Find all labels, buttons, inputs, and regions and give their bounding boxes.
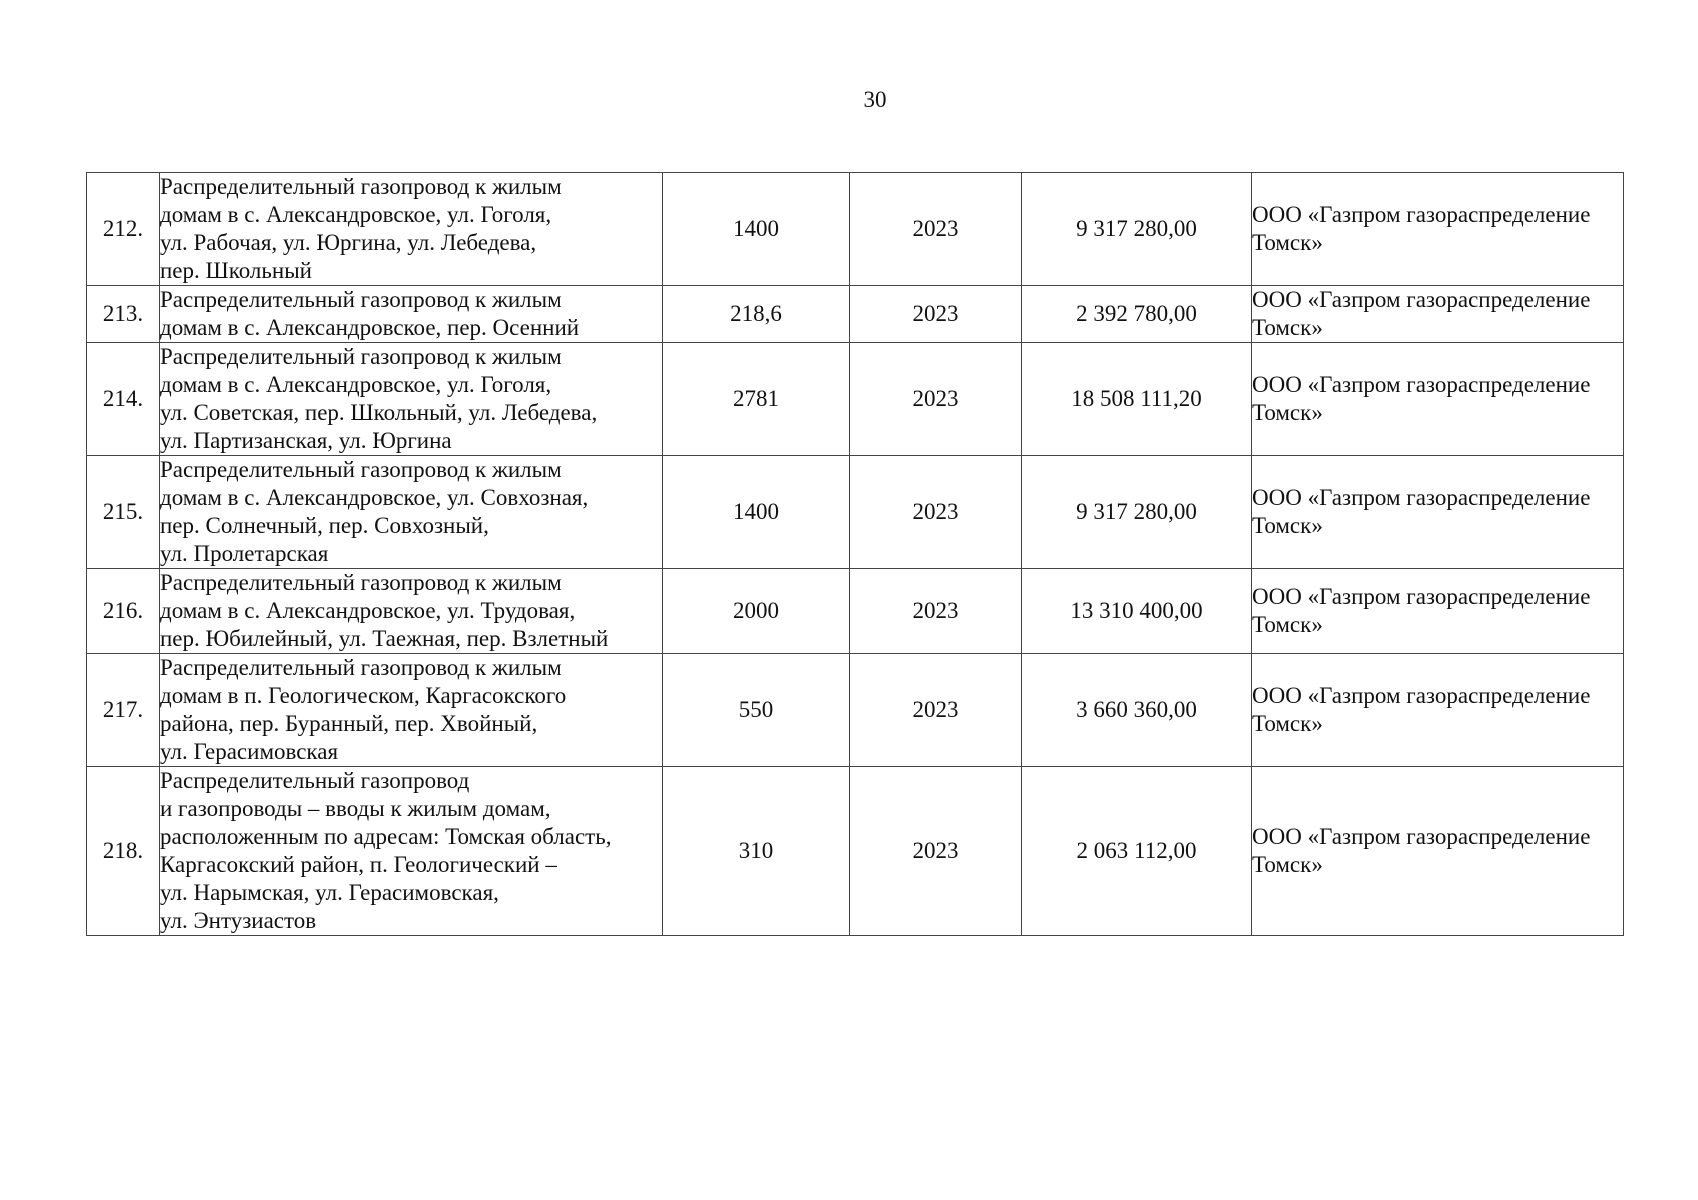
pipeline-length: 2000 <box>663 569 850 654</box>
object-name: Распределительный газопровод к жилым домам в с. Александровское, ул. Гоголя, ул. Рабочая, ул. Юргина, ул. Лебедева, пер. Школьный <box>160 173 663 286</box>
table-row <box>87 173 1624 286</box>
organization-name: ООО «Газпром газораспределение Томск» <box>1252 286 1624 343</box>
pipeline-length: 310 <box>663 767 850 936</box>
object-name: Распределительный газопровод к жилым домам в с. Александровское, ул. Гоголя, ул. Советская, пер. Школьный, ул. Лебедева, ул. Партизанская, ул. Юргина <box>160 343 663 456</box>
pipeline-length: 1400 <box>663 456 850 569</box>
cost-value: 3 660 360,00 <box>1022 654 1252 767</box>
pipeline-length: 1400 <box>663 173 850 286</box>
cost-value: 9 317 280,00 <box>1022 173 1252 286</box>
object-name: Распределительный газопровод к жилым домам в п. Геологическом, Каргасокского района, пер. Буранный, пер. Хвойный, ул. Герасимовская <box>160 654 663 767</box>
pipeline-length: 218,6 <box>663 286 850 343</box>
row-number: 212. <box>87 173 160 286</box>
table-row <box>87 654 1624 767</box>
construction-year: 2023 <box>850 654 1022 767</box>
table-row <box>87 569 1624 654</box>
organization-name: ООО «Газпром газораспределение Томск» <box>1252 569 1624 654</box>
table-row <box>87 343 1624 456</box>
construction-year: 2023 <box>850 767 1022 936</box>
row-number: 215. <box>87 456 160 569</box>
cost-value: 18 508 111,20 <box>1022 343 1252 456</box>
organization-name: ООО «Газпром газораспределение Томск» <box>1252 343 1624 456</box>
object-name: Распределительный газопровод к жилым домам в с. Александровское, ул. Совхозная, пер. Солнечный, пер. Совхозный, ул. Пролетарская <box>160 456 663 569</box>
construction-year: 2023 <box>850 343 1022 456</box>
cost-value: 13 310 400,00 <box>1022 569 1252 654</box>
object-name: Распределительный газопровод и газопроводы – вводы к жилым домам, расположенным по адресам: Томская область, Каргасокский район, п. Геологический – ул. Нарымская, ул. Герасимовская, ул. Энтузиастов <box>160 767 663 936</box>
object-name: Распределительный газопровод к жилым домам в с. Александровское, ул. Трудовая, пер. Юбилейный, ул. Таежная, пер. Взлетный <box>160 569 663 654</box>
organization-name: ООО «Газпром газораспределение Томск» <box>1252 654 1624 767</box>
object-name: Распределительный газопровод к жилым домам в с. Александровское, пер. Осенний <box>160 286 663 343</box>
row-number: 216. <box>87 569 160 654</box>
page-number: 30 <box>863 87 887 112</box>
organization-name: ООО «Газпром газораспределение Томск» <box>1252 456 1624 569</box>
table-row <box>87 767 1624 936</box>
table-row <box>87 286 1624 343</box>
table-row <box>87 456 1624 569</box>
row-number: 214. <box>87 343 160 456</box>
organization-name: ООО «Газпром газораспределение Томск» <box>1252 173 1624 286</box>
cost-value: 2 063 112,00 <box>1022 767 1252 936</box>
construction-year: 2023 <box>850 173 1022 286</box>
gas-pipeline-table <box>86 172 1624 936</box>
organization-name: ООО «Газпром газораспределение Томск» <box>1252 767 1624 936</box>
row-number: 213. <box>87 286 160 343</box>
row-number: 217. <box>87 654 160 767</box>
construction-year: 2023 <box>850 286 1022 343</box>
pipeline-length: 2781 <box>663 343 850 456</box>
construction-year: 2023 <box>850 456 1022 569</box>
cost-value: 9 317 280,00 <box>1022 456 1252 569</box>
row-number: 218. <box>87 767 160 936</box>
cost-value: 2 392 780,00 <box>1022 286 1252 343</box>
pipeline-length: 550 <box>663 654 850 767</box>
construction-year: 2023 <box>850 569 1022 654</box>
